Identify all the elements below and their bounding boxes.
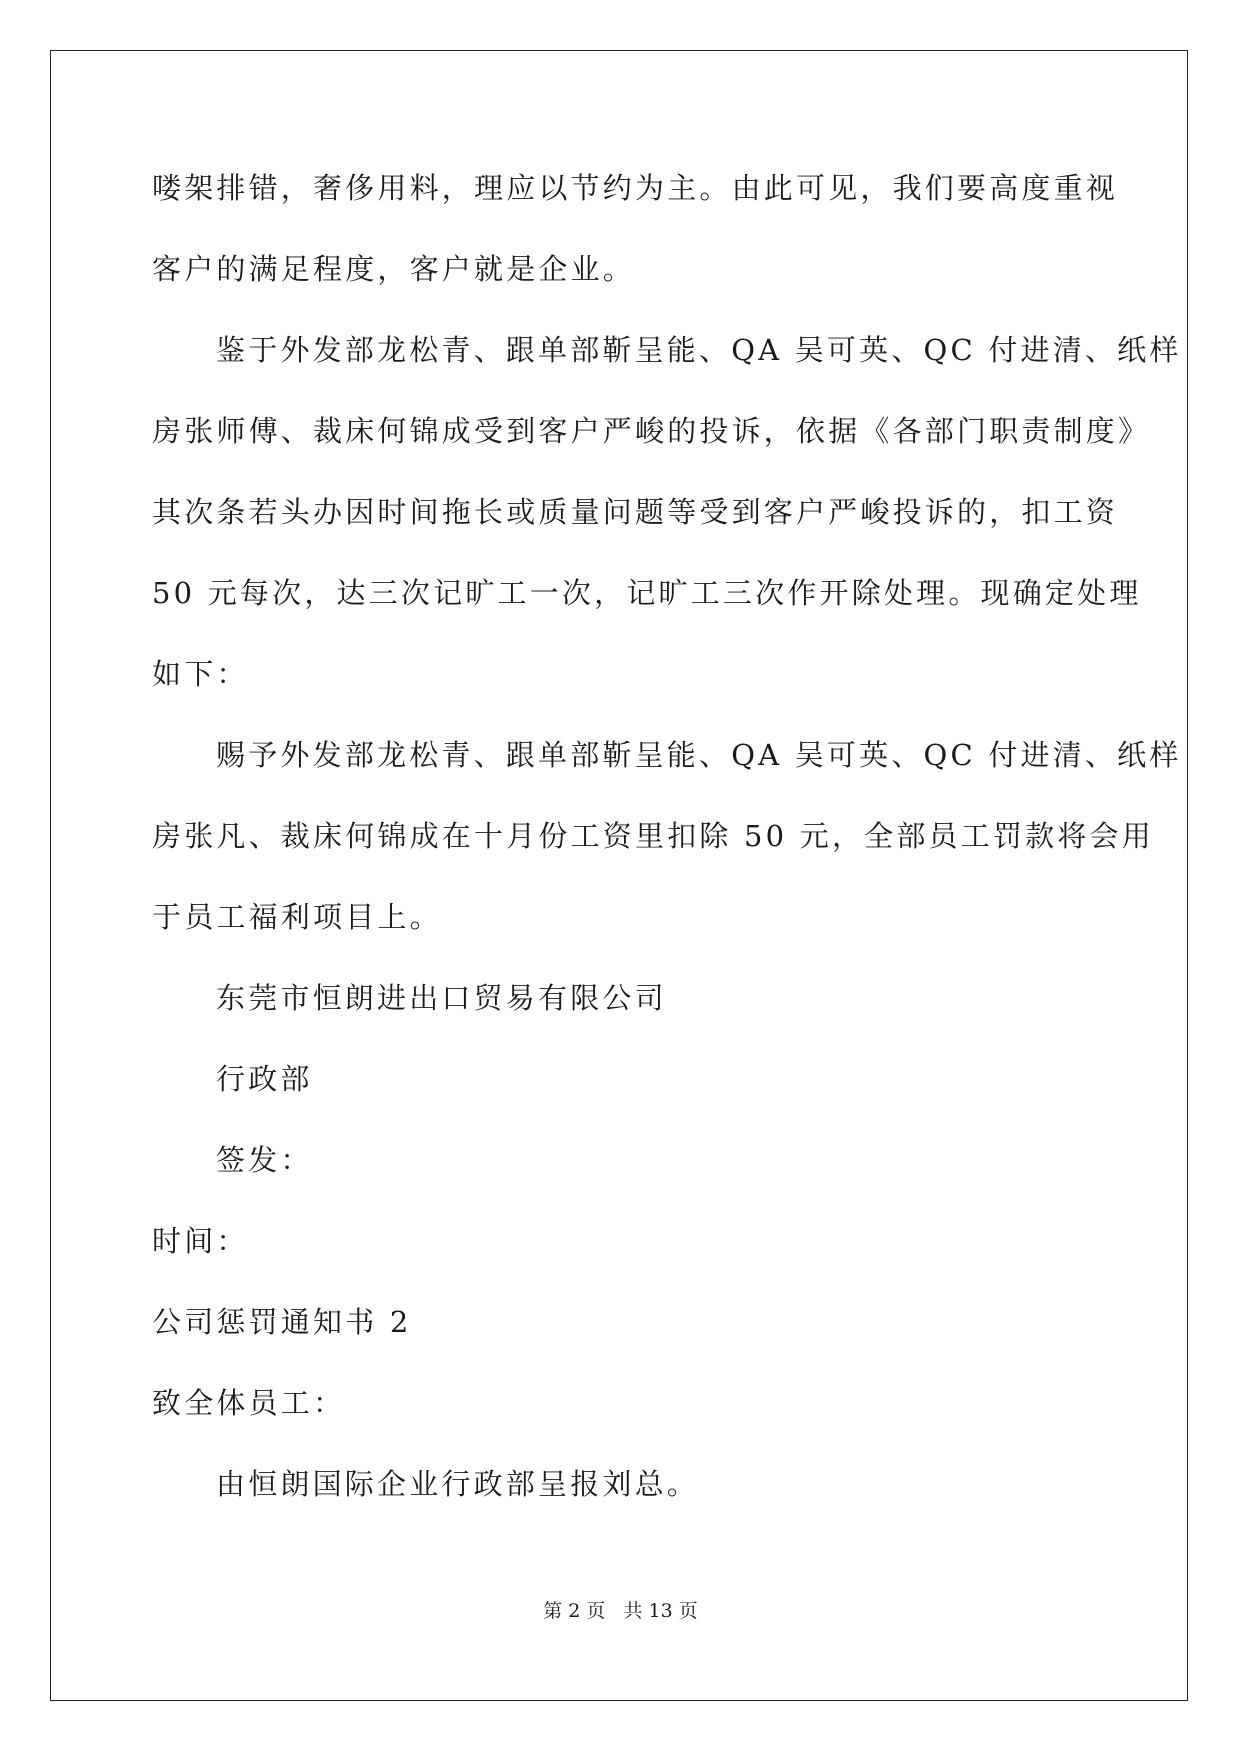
page-footer bbox=[0, 1596, 1241, 1623]
paragraph-line: 赐予外发部龙松青、跟单部靳呈能、QA 吴可英、QC 付进清、纸样 bbox=[216, 738, 1182, 772]
paragraph-line: 客户的满足程度，客户就是企业。 bbox=[152, 252, 636, 286]
salutation: 致全体员工： bbox=[152, 1386, 346, 1420]
paragraph-line: 如下： bbox=[152, 657, 249, 691]
department-name: 行政部 bbox=[216, 1062, 313, 1096]
document-body bbox=[152, 168, 1182, 1545]
signature-label: 签发： bbox=[216, 1143, 313, 1177]
paragraph-line: 于员工福利项目上。 bbox=[152, 900, 442, 934]
paragraph-line: 鉴于外发部龙松青、跟单部靳呈能、QA 吴可英、QC 付进清、纸样 bbox=[216, 333, 1182, 367]
page-number: 第 2 页 bbox=[543, 1600, 606, 1622]
paragraph-line: 其次条若头办因时间拖长或质量问题等受到客户严峻投诉的，扣工资 bbox=[152, 495, 1119, 529]
time-label: 时间： bbox=[152, 1224, 249, 1258]
page-total: 共 13 页 bbox=[623, 1600, 698, 1622]
paragraph-line: 房张凡、裁床何锦成在十月份工资里扣除 50 元，全部员工罚款将会用 bbox=[152, 819, 1154, 853]
paragraph-line: 喽架排错，奢侈用料，理应以节约为主。由此可见，我们要高度重视 bbox=[152, 171, 1119, 205]
section-title: 公司惩罚通知书 2 bbox=[152, 1305, 412, 1339]
paragraph-line: 房张师傅、裁床何锦成受到客户严峻的投诉，依据《各部门职责制度》 bbox=[152, 414, 1151, 448]
paragraph-line: 50 元每次，达三次记旷工一次，记旷工三次作开除处理。现确定处理 bbox=[152, 576, 1142, 610]
company-name: 东莞市恒朗进出口贸易有限公司 bbox=[216, 981, 667, 1015]
paragraph-line: 由恒朗国际企业行政部呈报刘总。 bbox=[216, 1467, 700, 1501]
